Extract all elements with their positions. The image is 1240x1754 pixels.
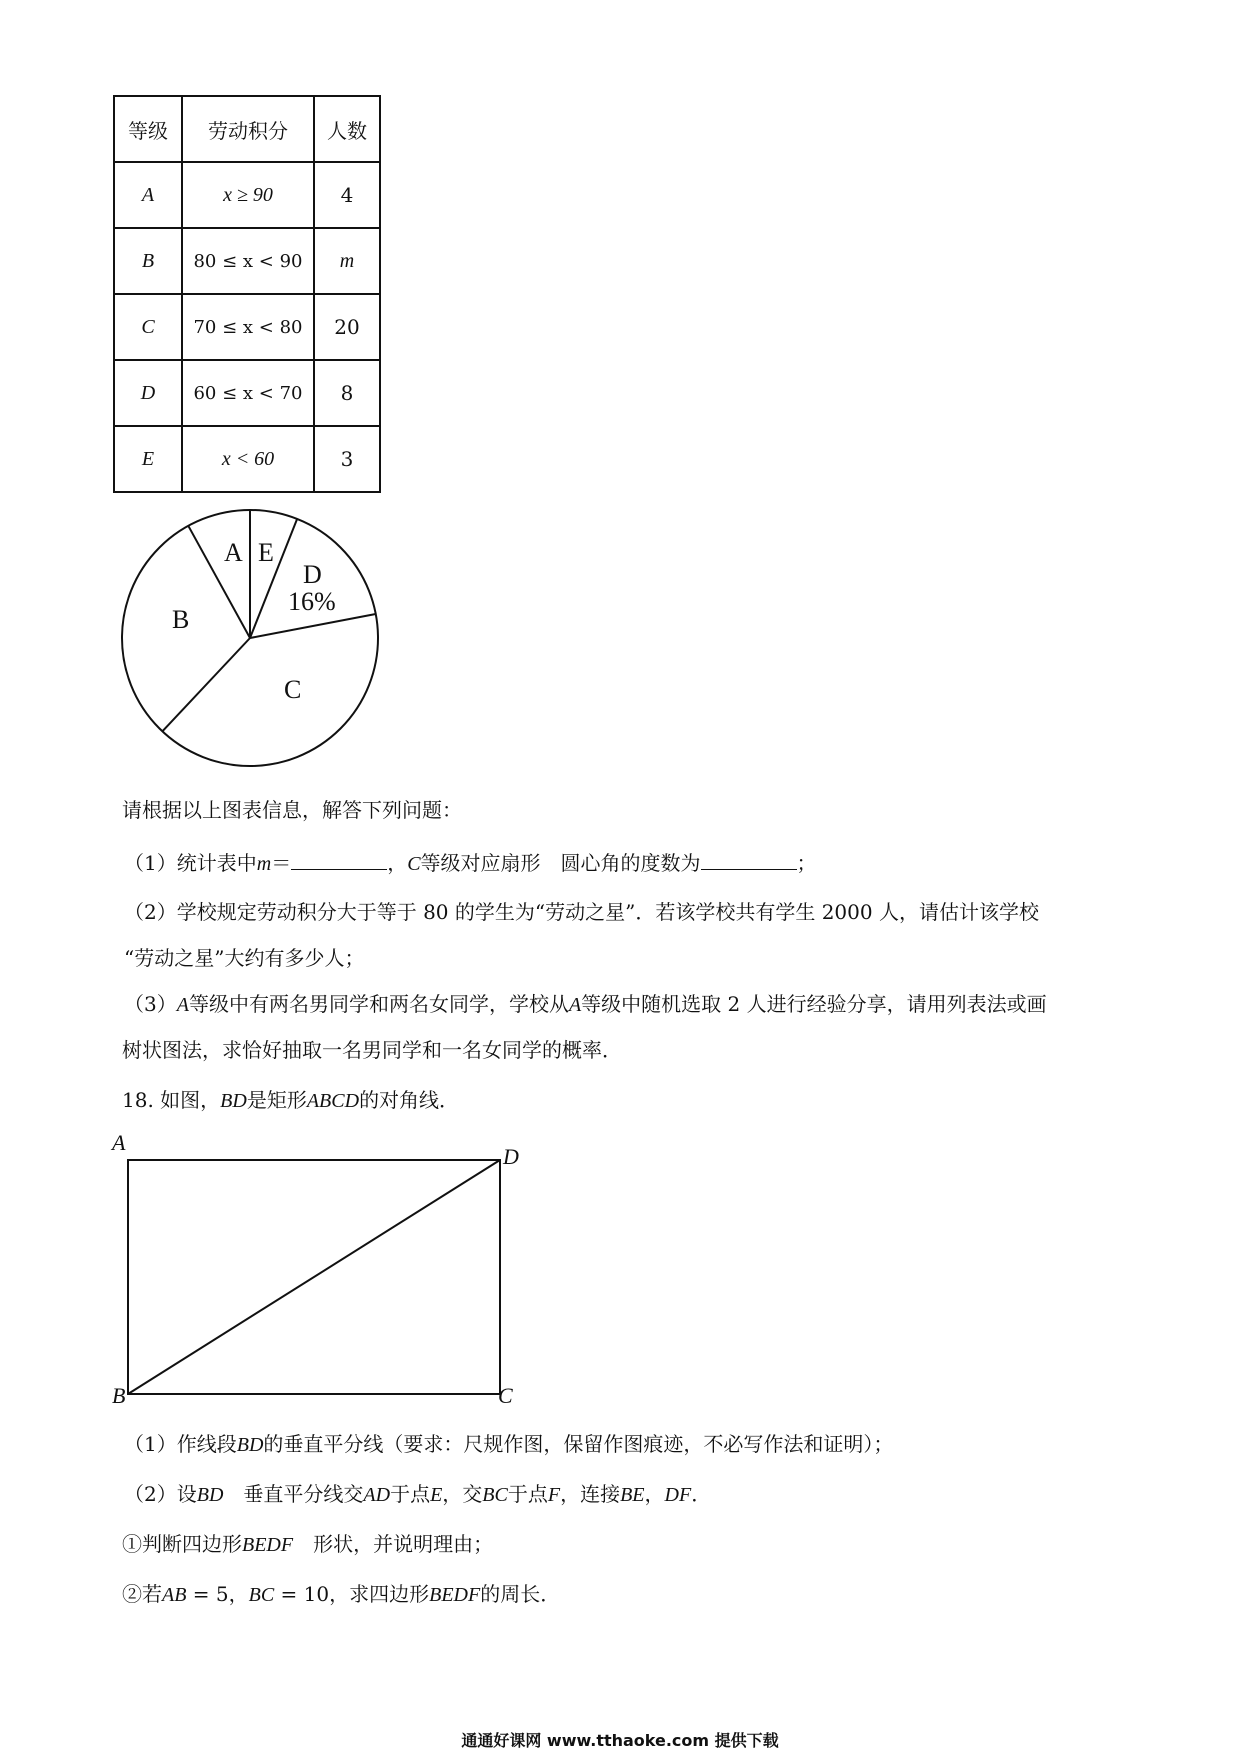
- p18-s2-eq2: = 10，求四边形: [274, 1582, 430, 1606]
- table-header-row: [114, 96, 380, 162]
- q1-text-d: 等级对应扇形 圆心角的度数为: [420, 851, 701, 875]
- question-intro: 请根据以上图表信息，解答下列问题：: [122, 798, 462, 822]
- table-row: [114, 162, 380, 228]
- range-cell: x ≥ 90: [182, 162, 314, 228]
- range-cell: 70 ≤ x < 80: [182, 294, 314, 360]
- p18-var-bd: BD: [220, 1090, 247, 1112]
- p18-p2-end: ．: [691, 1482, 712, 1506]
- pie-label-d: D: [303, 560, 322, 589]
- p18-p2-var-f: F: [547, 1484, 561, 1506]
- question-1: [124, 849, 817, 878]
- grade-cell: E: [114, 426, 182, 492]
- p18-p2-var-e: E: [430, 1484, 443, 1506]
- p18-text-a: 18. 如图，: [122, 1088, 221, 1112]
- diagonal-bd: [128, 1160, 500, 1394]
- question-2-line-1: （2）学校规定劳动积分大于等于 80 的学生为“劳动之星”．若该学校共有学生 2000 人，请估计该学校: [124, 900, 1039, 924]
- table-row: [114, 294, 380, 360]
- p18-s1-var-bedf: BEDF: [242, 1534, 294, 1556]
- pie-divider-d: [250, 519, 297, 638]
- pie-label-c: C: [284, 675, 302, 704]
- p18-p1-text-b: 的垂直平分线（要求：尺规作图，保留作图痕迹，不必写作法和证明）；: [263, 1432, 894, 1456]
- count-cell: 4: [314, 162, 380, 228]
- p18-var-abcd: ABCD: [306, 1090, 360, 1112]
- problem-18-sub-2: [122, 1580, 560, 1609]
- pie-divider-b: [162, 638, 250, 731]
- q3-var-a1: A: [176, 994, 189, 1016]
- q1-end: ；: [796, 851, 817, 875]
- page-footer: 通通好课网 www.tthaoke.com 提供下载: [461, 1731, 779, 1750]
- count-cell: 20: [314, 294, 380, 360]
- header-score: 劳动积分: [182, 96, 314, 162]
- problem-18-part-1: [124, 1430, 893, 1459]
- range-cell: x < 60: [182, 426, 314, 492]
- q1-text-b: ，: [387, 851, 408, 875]
- grade-cell: A: [114, 162, 182, 228]
- q1-var-m: m: [256, 853, 272, 875]
- p18-s2-var-bc: BC: [248, 1584, 275, 1606]
- p18-p2-var-be: BE: [620, 1484, 645, 1506]
- q3-text-a: （3）: [124, 992, 177, 1016]
- q1-text-a: （1）统计表中: [124, 851, 257, 875]
- p18-p2-comma: ，: [644, 1482, 665, 1506]
- count-cell: 3: [314, 426, 380, 492]
- header-count: 人数: [314, 96, 380, 162]
- table-row: [114, 426, 380, 492]
- question-3-line-2: 树状图法，求恰好抽取一名男同学和一名女同学的概率．: [122, 1038, 622, 1062]
- vertex-label-c: C: [498, 1383, 513, 1408]
- q1-blank-angle[interactable]: [701, 849, 797, 870]
- pie-label-d-percent: 16%: [288, 587, 336, 616]
- p18-text-c: 的对角线．: [359, 1088, 460, 1112]
- vertex-label-d: D: [503, 1144, 519, 1169]
- grade-cell: D: [114, 360, 182, 426]
- pie-label-a: A: [224, 538, 243, 567]
- p18-p2-var-df: DF: [664, 1484, 692, 1506]
- p18-p2-var-bd: BD: [196, 1484, 224, 1506]
- q3-text-b: 等级中有两名男同学和两名女同学，学校从: [188, 992, 569, 1016]
- pie-label-e: E: [258, 538, 274, 567]
- q1-eq: ＝: [271, 851, 292, 875]
- grade-cell: C: [114, 294, 182, 360]
- pie-label-b: B: [172, 605, 190, 634]
- p18-s2-text-b: 的周长．: [480, 1582, 561, 1606]
- q3-var-a2: A: [568, 994, 582, 1016]
- p18-p2-text-b: 垂直平分线交: [223, 1482, 364, 1506]
- p18-p2-text-e: 于点: [507, 1482, 548, 1506]
- q3-text-c: 等级中随机选取 2 人进行经验分享，请用列表法或画: [581, 992, 1047, 1016]
- question-2-line-2: “劳动之星”大约有多少人；: [124, 946, 365, 970]
- p18-p1-text-a: （1）作线段: [124, 1432, 237, 1456]
- q1-var-c: C: [407, 853, 421, 875]
- count-cell: 8: [314, 360, 380, 426]
- p18-s2-var-bedf: BEDF: [429, 1584, 481, 1606]
- score-table: [113, 95, 381, 493]
- p18-s2-text-a: ②若: [122, 1582, 162, 1606]
- p18-s1-text-a: ①判断四边形: [122, 1532, 242, 1556]
- table-row: [114, 360, 380, 426]
- p18-p2-var-bc: BC: [482, 1484, 508, 1506]
- p18-s2-eq1: = 5，: [186, 1582, 249, 1606]
- range-cell: 80 ≤ x < 90: [182, 228, 314, 294]
- range-cell: 60 ≤ x < 70: [182, 360, 314, 426]
- p18-text-b: 是矩形: [246, 1088, 307, 1112]
- table-row: [114, 228, 380, 294]
- p18-s1-text-b: 形状，并说明理由；: [293, 1532, 494, 1556]
- q1-blank-m[interactable]: [291, 849, 387, 870]
- p18-p2-var-ad: AD: [363, 1484, 391, 1506]
- header-grade: 等级: [114, 96, 182, 162]
- p18-s2-var-ab: AB: [162, 1584, 187, 1606]
- p18-p2-text-c: 于点: [390, 1482, 431, 1506]
- problem-18-sub-1: [122, 1530, 493, 1559]
- count-cell: m: [314, 228, 380, 294]
- rectangle-diagram: [100, 1130, 540, 1420]
- p18-p2-text-a: （2）设: [124, 1482, 197, 1506]
- p18-p1-var-bd: BD: [236, 1434, 264, 1456]
- problem-18-part-2: [124, 1480, 711, 1509]
- question-3-line-1: [124, 990, 1047, 1019]
- vertex-label-b: B: [112, 1383, 126, 1408]
- pie-chart: [110, 505, 390, 775]
- p18-p2-text-f: ，连接: [560, 1482, 621, 1506]
- p18-p2-text-d: ，交: [442, 1482, 483, 1506]
- vertex-label-a: A: [112, 1130, 126, 1155]
- pie-divider-c: [250, 614, 376, 638]
- problem-18-stem: [122, 1086, 459, 1115]
- grade-cell: B: [114, 228, 182, 294]
